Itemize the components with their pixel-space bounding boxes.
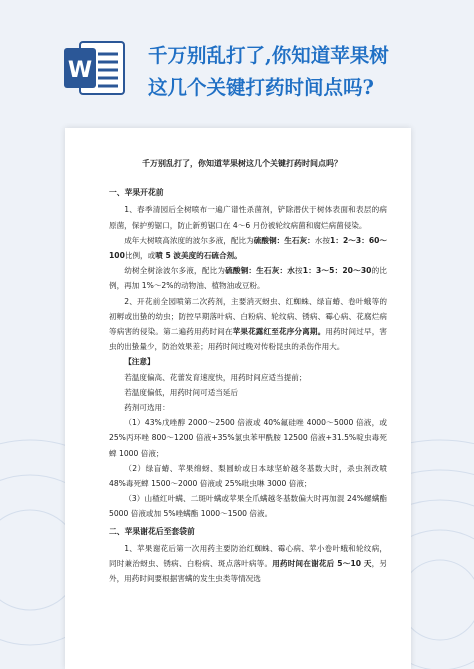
paragraph: 2、开花前全园喷第二次药剂，主要消灭蚜虫、红蜘蛛、绿盲蝽、卷叶蛾等的初孵或出蛰的幼虫；防控早期落叶病、白粉病、轮纹病、锈病、霉心病、花腐烂病等病害的侵染。第二遍药用药时间在苹果花露红至花序分离期。用药时间过早，害虫的出蛰量少，防治效果差；用药时间过晚对传粉昆虫的杀伤作用大。 bbox=[109, 296, 388, 352]
paragraph: 1、春季清园后全树喷布一遍广谱性杀菌剂，铲除潜伏于树体表面和表层的病原菌，保护剪锯口，防止新剪锯口在 4～6 月份被轮纹病菌和腐烂病菌侵染。 bbox=[109, 205, 387, 230]
header bbox=[0, 0, 474, 125]
paragraph: 成年大树喷高浓度的波尔多液，配比为硫酸铜：生石灰：水按1：2～3：60～100比例，或喷 5 波美度的石硫合剂。 bbox=[109, 235, 388, 261]
agent-item: （2）绿盲蝽、苹果绵蚜、梨圆蚧或日本球坚蚧越冬基数大时，杀虫剂改喷 48%毒死蜱 1500～2000 倍液或 25%吡虫啉 3000 倍液； bbox=[109, 463, 387, 489]
paragraph: 1、苹果谢花后第一次用药主要防治红蜘蛛、霉心病、苹小卷叶蛾和轮纹病，同时兼治蚜虫、锈病、白粉病、斑点落叶病等。用药时间在谢花后 5～10 天，另外，用药时间要根据害螨的发生虫类等情况选 bbox=[109, 543, 388, 584]
note-line: 若温度偏高、花蕾发育速度快，用药时间应适当提前； bbox=[124, 372, 307, 382]
section-heading-2: 二、苹果谢花后至套袋前 bbox=[109, 526, 195, 536]
paragraph: 幼树全树涂波尔多液，配比为硫酸铜：生石灰：水按1：3～5：20～30的比例，再加 1%～2%的动物油、植物油或豆粉。 bbox=[109, 266, 387, 291]
agent-item: （3）山楂红叶螨、二斑叶螨或苹果全爪螨越冬基数偏大时再加混 24%螺螨酯 5000 倍液或加 5%唑螨酯 1000～1500 倍液。 bbox=[109, 494, 387, 519]
section-heading-1: 一、苹果开花前 bbox=[109, 188, 164, 198]
page-title bbox=[148, 40, 468, 104]
word-document-icon bbox=[62, 40, 126, 96]
logo-letter: W bbox=[67, 58, 93, 83]
title-line-1: 千万别乱打了,你知道苹果树 bbox=[148, 44, 389, 67]
note-line: 若温度偏低，用药时间可适当延后 bbox=[124, 387, 239, 397]
note-heading: 【注意】 bbox=[124, 357, 155, 367]
title-line-2: 这几个关键打药时间点吗? bbox=[148, 76, 374, 99]
agent-item: （1）43%戊唑醇 2000～2500 倍液或 40%氟硅唑 4000～5000 倍液，或 25%丙环唑 800～1200 倍液+35%氯虫苯甲酰胺 12500 倍液+31.5%啶虫毒死蜱 1000 倍液； bbox=[109, 418, 387, 458]
agents-label: 药剂可选用： bbox=[124, 403, 170, 413]
document-title: 千万别乱打了，你知道苹果树这几个关键打药时间点吗？ bbox=[142, 159, 342, 168]
document-page bbox=[65, 128, 411, 669]
